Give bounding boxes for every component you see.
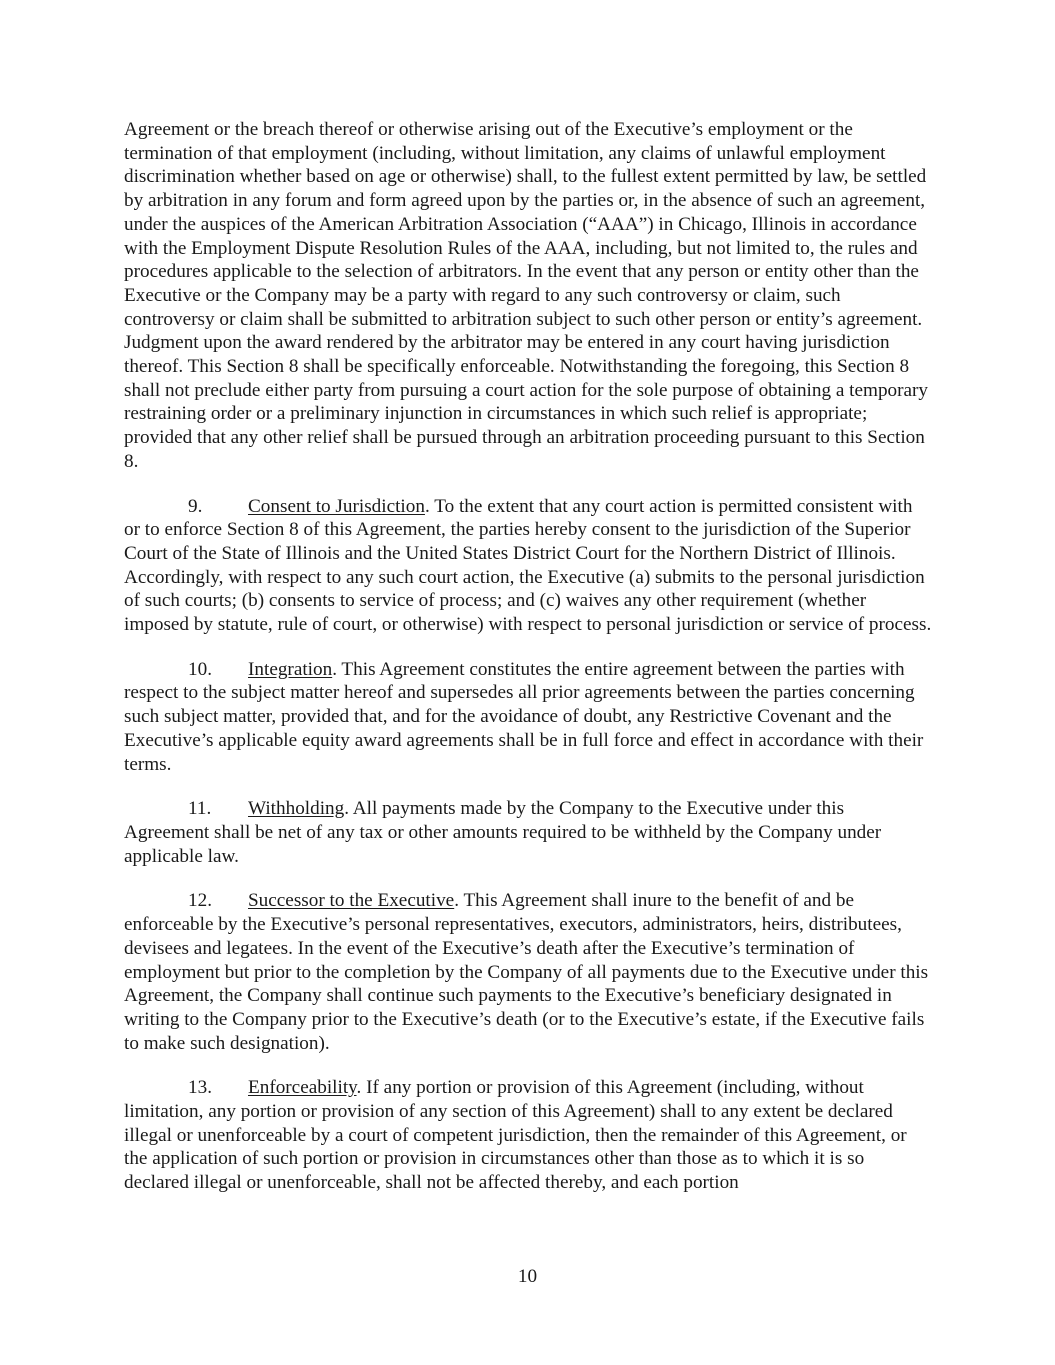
section-number: 13.: [188, 1077, 212, 1099]
section-number: 10.: [188, 658, 212, 680]
section-number: 11.: [188, 798, 212, 820]
section-number: 12.: [188, 890, 212, 912]
section-9: [124, 495, 932, 637]
continuation-paragraph: Agreement or the breach thereof or otherwise arising out of the Executive’s employment or the termination of that employment (including, without limitation, any claims of unlawful employment discrimination whether based on age or otherwise) shall, to the fullest extent permitted by law, be settled by arbitration in any forum and form agreed upon by the parties or, in the absence of such an agreement, under the auspices of the American Arbitration Association (“AAA”) in Chicago, Illinois in accordance with the Employment Dispute Resolution Rules of the AAA, including, but not limited to, the rules and procedures applicable to the selection of arbitrators. In the event that any person or entity other than the Executive or the Company may be a party with regard to any such controversy or claim, such controversy or claim shall be submitted to arbitration subject to such other person or entity’s agreement. Judgment upon the award rendered by the arbitrator may be entered in any court having jurisdiction thereof. This Section 8 shall be specifically enforceable. Notwithstanding the foregoing, this Section 8 shall not preclude either party from pursuing a court action for the sole purpose of obtaining a temporary restraining order or a preliminary injunction in circumstances in which such relief is appropriate; provided that any other relief shall be pursued through an arbitration proceeding pursuant to this Section 8.: [124, 119, 929, 472]
section-13: [124, 1076, 932, 1195]
section-heading: Successor to the Executive: [248, 890, 455, 912]
section-heading: Integration: [248, 658, 333, 680]
section-11: [124, 797, 932, 868]
section-number: 9.: [188, 495, 203, 517]
section-body: . All payments made by the Company to the Executive under this Agreement shall be net of any tax or other amounts required to be withheld by the Company under applicable law.: [124, 798, 882, 867]
document-page: [124, 118, 932, 1216]
section-body: . This Agreement shall inure to the benefit of and be enforceable by the Executive’s personal representatives, executors, administrators, heirs, distributees, devisees and legatees. In the event of the Executive’s death after the Executive’s termination of employment but prior to the completion by the Company of all payments due to the Executive under this Agreement, the Company shall continue such payments to the Executive’s beneficiary designated in writing to the Company prior to the Executive’s death (or to the Executive’s estate, if the Executive fails to make such designation).: [124, 890, 929, 1054]
section-body: . To the extent that any court action is permitted consistent with or to enforce Section 8 of this Agreement, the parties hereby consent to the jurisdiction of the Superior Court of the State of Illinois and the United States District Court for the Northern District of Illinois. Accordingly, with respect to any such court action, the Executive (a) submits to the personal jurisdiction of such courts; (b) consents to service of process; and (c) waives any other requirement (whether imposed by statute, rule of court, or otherwise) with respect to personal jurisdiction or service of process.: [124, 495, 932, 636]
section-heading: Withholding: [248, 798, 345, 820]
section-heading: Enforceability: [248, 1077, 357, 1099]
section-body: . If any portion or provision of this Agreement (including, without limitation, any portion or provision of any section of this Agreement) shall to any extent be declared illegal or unenforceable by a court of competent jurisdiction, then the remainder of this Agreement, or the application of such portion or provision in circumstances other than those as to which it is so declared illegal or unenforceable, shall not be affected thereby, and each portion: [124, 1077, 907, 1194]
section-heading: Consent to Jurisdiction: [248, 495, 425, 517]
section-12: [124, 889, 932, 1055]
section-10: [124, 658, 932, 777]
section-body: . This Agreement constitutes the entire agreement between the parties with respect to the subject matter hereof and supersedes all prior agreements between the parties concerning such subject matter, provided that, and for the avoidance of doubt, any Restrictive Covenant and the Executive’s applicable equity award agreements shall be in full force and effect in accordance with their terms.: [124, 658, 924, 775]
page-number: 10: [517, 1266, 538, 1287]
